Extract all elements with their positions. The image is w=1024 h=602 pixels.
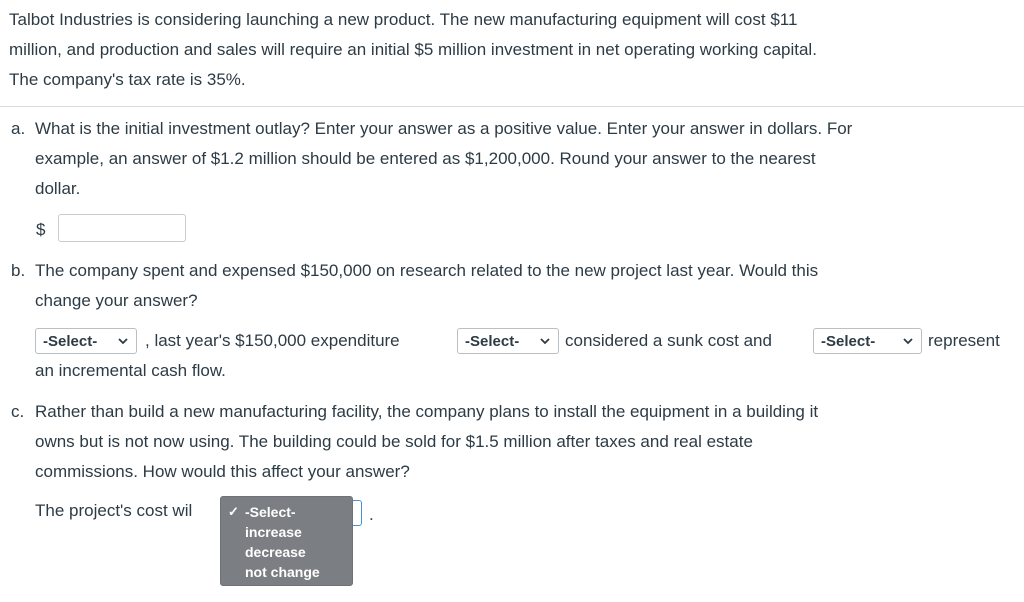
- part-c-answer-prefix: The project's cost wil: [35, 501, 193, 520]
- intro-line-1: Talbot Industries is considering launching a new product. The new manufacturing equipment will cost $11: [9, 10, 798, 29]
- part-c-question: [35, 397, 818, 487]
- dropdown-option-not-change[interactable]: not change: [245, 564, 320, 580]
- initial-outlay-input[interactable]: [58, 214, 186, 242]
- part-a-line-1: What is the initial investment outlay? Enter your answer as a positive value. Enter your answer in dollars. For: [35, 119, 853, 138]
- checkmark-icon: ✓: [228, 504, 239, 519]
- cost-effect-dropdown-menu: [220, 496, 353, 586]
- incremental-select-value: -Select-: [821, 332, 876, 350]
- would-change-select[interactable]: [35, 328, 137, 354]
- part-b-label: b.: [11, 261, 26, 280]
- part-b-line-4: an incremental cash flow.: [35, 361, 226, 380]
- would-change-select-value: -Select-: [43, 332, 98, 350]
- part-c-answer-suffix: .: [369, 505, 374, 524]
- incremental-select[interactable]: [813, 328, 922, 354]
- intro-line-3: The company's tax rate is 35%.: [9, 70, 246, 89]
- part-a-label: a.: [11, 119, 26, 138]
- part-a-line-3: dollar.: [35, 179, 81, 198]
- part-c-label: c.: [11, 402, 25, 421]
- dropdown-option-increase[interactable]: increase: [245, 524, 302, 540]
- part-a-question: [35, 114, 852, 204]
- divider: [0, 106, 1024, 107]
- part-c-line-3: commissions. How would this affect your answer?: [35, 462, 410, 481]
- part-b-text-2: considered a sunk cost and: [565, 331, 772, 350]
- part-b-text-1: , last year's $150,000 expenditure: [145, 331, 400, 350]
- part-b-text-3: represent: [928, 331, 1000, 350]
- part-c-line-2: owns but is not now using. The building could be sold for $1.5 million after taxes and real estate: [35, 432, 753, 451]
- chevron-down-icon: [538, 334, 552, 348]
- chevron-down-icon: [901, 334, 915, 348]
- cost-effect-select[interactable]: [352, 500, 362, 526]
- dropdown-option-decrease[interactable]: decrease: [245, 544, 306, 560]
- dropdown-option-select[interactable]: -Select-: [245, 504, 296, 520]
- currency-symbol: $: [36, 220, 46, 239]
- problem-statement: [9, 5, 1009, 95]
- part-b-line-1: The company spent and expensed $150,000 on research related to the new project last year. Would this: [35, 261, 819, 280]
- part-b-line-2: change your answer?: [35, 291, 198, 310]
- sunk-cost-select-value: -Select-: [465, 332, 520, 350]
- chevron-down-icon: [116, 334, 130, 348]
- intro-line-2: million, and production and sales will require an initial $5 million investment in net operating working capital.: [9, 40, 817, 59]
- part-a-line-2: example, an answer of $1.2 million should be entered as $1,200,000. Round your answer to the nearest: [35, 149, 816, 168]
- part-c-line-1: Rather than build a new manufacturing facility, the company plans to install the equipment in a building it: [35, 402, 819, 421]
- sunk-cost-select[interactable]: [457, 328, 559, 354]
- part-b-question: [35, 256, 818, 316]
